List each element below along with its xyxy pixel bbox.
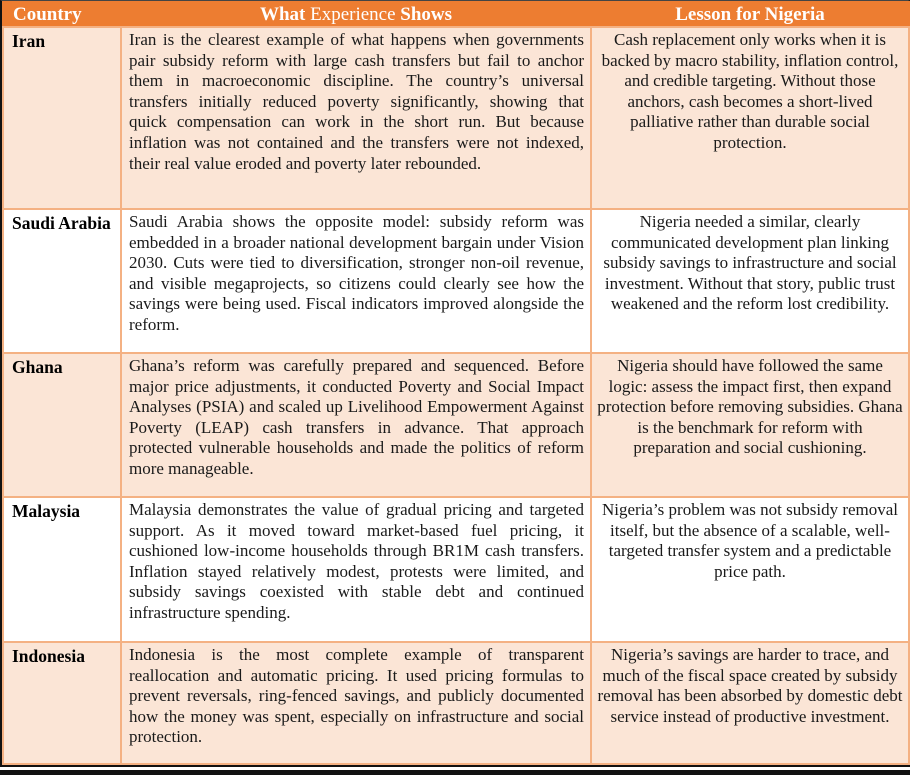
table-row-ghana xyxy=(3,353,909,497)
experience-cell: Saudi Arabia shows the opposite model: subsidy reform was embedded in a broader national development bargain under Vision 2030. Cuts were tied to diversification, stronger non-oil revenue, and visible megaprojects, so citizens could clearly see how the savings were being used. Fiscal indicators improved alongside the reform. xyxy=(121,209,591,353)
table-body xyxy=(3,27,909,764)
experience-cell: Ghana’s reform was carefully prepared and sequenced. Before major price adjustments, it conducted Poverty and Social Impact Analyses (PSIA) and scaled up Livelihood Empowerment Against Poverty (LEAP) cash transfers in advance. That approach protected vulnerable households and made the politics of reform more manageable. xyxy=(121,353,591,497)
table-row-iran xyxy=(3,27,909,209)
comparison-table xyxy=(2,1,910,765)
experience-cell: Malaysia demonstrates the value of gradual pricing and targeted support. As it moved toward market-based fuel pricing, it cushioned low-income households through BR1M cash transfers. Inflation stayed relatively modest, protests were limited, and subsidy savings coexisted with stable debt and continued infrastructure spending. xyxy=(121,497,591,642)
header-row xyxy=(3,2,909,27)
lesson-cell: Nigeria needed a similar, clearly communicated development plan linking subsidy savings to infrastructure and social investment. Without that story, public trust weakened and the reform lost credibility. xyxy=(591,209,909,353)
country-cell: Ghana xyxy=(3,353,121,497)
country-cell: Saudi Arabia xyxy=(3,209,121,353)
header-country: Country xyxy=(3,2,121,27)
header-experience xyxy=(121,2,591,27)
table-row-saudi-arabia xyxy=(3,209,909,353)
table-header xyxy=(3,2,909,27)
lesson-cell: Nigeria should have followed the same logic: assess the impact first, then expand protection before removing subsidies. Ghana is the benchmark for reform with preparation and social cushioning. xyxy=(591,353,909,497)
experience-cell: Iran is the clearest example of what happens when governments pair subsidy reform with large cash transfers but fail to anchor them in macroeconomic discipline. The country’s universal transfers initially reduced poverty significantly, showing that quick compensation can work in the short run. But because inflation was not contained and the transfers were not indexed, their real value eroded and poverty later rebounded. xyxy=(121,27,591,209)
header-lesson: Lesson for Nigeria xyxy=(591,2,909,27)
table-row-indonesia xyxy=(3,642,909,764)
lesson-cell: Cash replacement only works when it is backed by macro stability, inflation control, and credible targeting. Without those anchors, cash becomes a short-lived palliative rather than durable social protection. xyxy=(591,27,909,209)
table-row-malaysia xyxy=(3,497,909,642)
lesson-cell: Nigeria’s savings are harder to trace, and much of the fiscal space created by subsidy removal has been absorbed by domestic debt service instead of productive investment. xyxy=(591,642,909,764)
header-experience-what: What xyxy=(259,4,311,25)
bottom-border-thick-line xyxy=(0,770,910,775)
header-experience-shows: Shows xyxy=(395,4,453,25)
header-experience-mid: Experience xyxy=(310,4,396,25)
country-cell: Malaysia xyxy=(3,497,121,642)
experience-cell: Indonesia is the most complete example of transparent reallocation and automatic pricing. It used pricing formulas to prevent reversals, ring-fenced savings, and publicly documented how the money was spent, especially on infrastructure and social protection. xyxy=(121,642,591,764)
country-cell: Iran xyxy=(3,27,121,209)
lesson-cell: Nigeria’s problem was not subsidy removal itself, but the absence of a scalable, well-targeted transfer system and a predictable price path. xyxy=(591,497,909,642)
country-cell: Indonesia xyxy=(3,642,121,764)
